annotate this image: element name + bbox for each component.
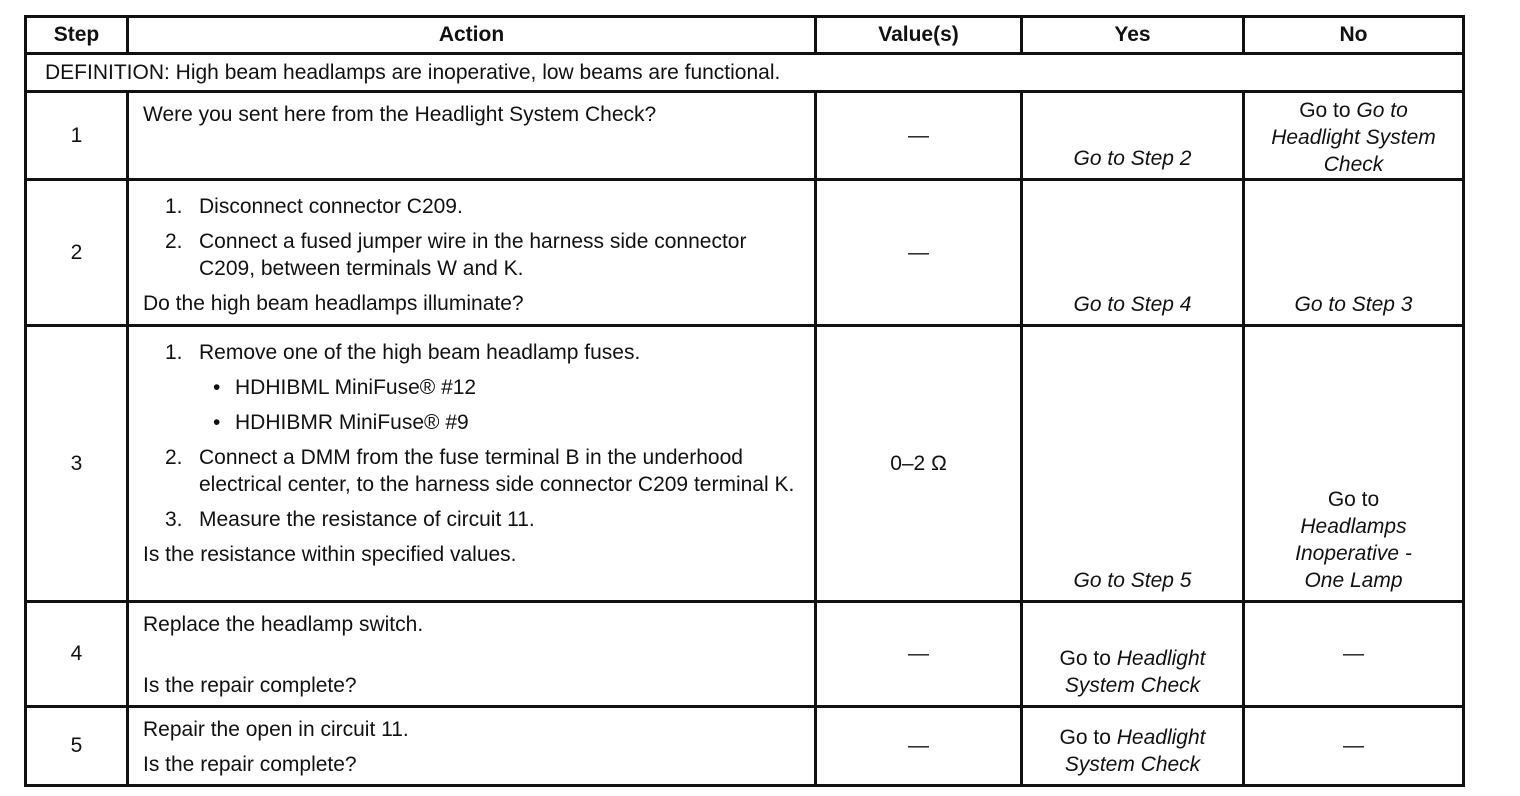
yes-cell: [1022, 602, 1244, 707]
action-item: 1. Remove one of the high beam headlamp fuses.: [165, 341, 641, 364]
header-no: No: [1244, 17, 1464, 54]
value-dash: —: [908, 642, 929, 665]
header-values: Value(s): [816, 17, 1022, 54]
fuse-item: • HDHIBMR MiniFuse® #9: [213, 411, 469, 434]
no-link: Headlamps Inoperative - One Lamp: [1295, 515, 1412, 592]
value-cell: 0–2 Ω: [816, 326, 1022, 602]
value-cell: [816, 180, 1022, 326]
yes-link: Headlight System Check: [1064, 726, 1206, 776]
no-dash: —: [1343, 642, 1364, 665]
action-item: 3. Measure the resistance of circuit 11.: [165, 508, 535, 531]
action-cell: [128, 707, 816, 786]
table-row: [26, 707, 1464, 786]
yes-link: Go to Step 2: [1073, 147, 1192, 170]
action-question: Is the repair complete?: [143, 753, 357, 776]
table-row: [26, 180, 1464, 326]
definition-row: [26, 54, 1464, 92]
header-step: Step: [26, 17, 128, 54]
action-item: 2. Connect a DMM from the fuse terminal B in the underhood electrical center, to the harness side connector C209 terminal K.: [165, 446, 795, 496]
header-yes: Yes: [1022, 17, 1244, 54]
action-cell: [128, 180, 816, 326]
action-item: 2. Connect a fused jumper wire in the harness side connector C209, between terminals W and K.: [165, 230, 747, 280]
value-dash: —: [908, 734, 929, 757]
value-cell: [816, 602, 1022, 707]
no-cell: [1244, 326, 1464, 602]
action-question: Do the high beam headlamps illuminate?: [143, 292, 524, 315]
action-question: Were you sent here from the Headlight System Check?: [143, 103, 657, 126]
step-number: 1: [26, 92, 128, 180]
action-question: Is the resistance within specified values.: [143, 543, 517, 566]
action-cell: [128, 602, 816, 707]
header-action: Action: [128, 17, 816, 54]
no-dash: —: [1343, 734, 1364, 757]
header-row: [26, 17, 1464, 54]
definition-text: DEFINITION: High beam headlamps are inoperative, low beams are functional.: [26, 54, 1464, 92]
table-row: [26, 92, 1464, 180]
step-number: 3: [26, 326, 128, 602]
step-number: 2: [26, 180, 128, 326]
value-dash: —: [908, 240, 929, 264]
no-cell: [1244, 707, 1464, 786]
action-item: 1. Disconnect connector C209.: [165, 195, 463, 218]
no-prefix: Go to: [1327, 488, 1380, 511]
action-text: Repair the open in circuit 11.: [143, 718, 409, 741]
yes-cell: [1022, 707, 1244, 786]
no-link: Go to Step 3: [1294, 293, 1413, 316]
value-cell: [816, 707, 1022, 786]
action-text: Replace the headlamp switch.: [143, 613, 424, 636]
yes-link: Go to Step 5: [1073, 569, 1192, 592]
fuse-item: • HDHIBML MiniFuse® #12: [213, 376, 477, 399]
no-cell: [1244, 602, 1464, 707]
no-cell: [1244, 92, 1464, 180]
no-link: Go to Headlight System Check: [1271, 99, 1436, 176]
action-cell: [128, 92, 816, 180]
yes-prefix: Go to: [1059, 647, 1111, 670]
action-cell: [128, 326, 816, 602]
step-number: 4: [26, 602, 128, 707]
table-row: [26, 326, 1464, 602]
table-row: [26, 602, 1464, 707]
yes-cell: [1022, 326, 1244, 602]
step-number: 5: [26, 707, 128, 786]
yes-cell: [1022, 92, 1244, 180]
action-question: Is the repair complete?: [143, 674, 357, 697]
yes-cell: [1022, 180, 1244, 326]
yes-link: Headlight System Check: [1064, 647, 1206, 697]
no-prefix: Go to: [1299, 99, 1351, 122]
yes-prefix: Go to: [1059, 726, 1111, 749]
yes-link: Go to Step 4: [1073, 293, 1192, 316]
no-cell: [1244, 180, 1464, 326]
value-dash: —: [908, 123, 929, 147]
value-cell: [816, 92, 1022, 180]
diagnostic-table: [24, 15, 1465, 787]
